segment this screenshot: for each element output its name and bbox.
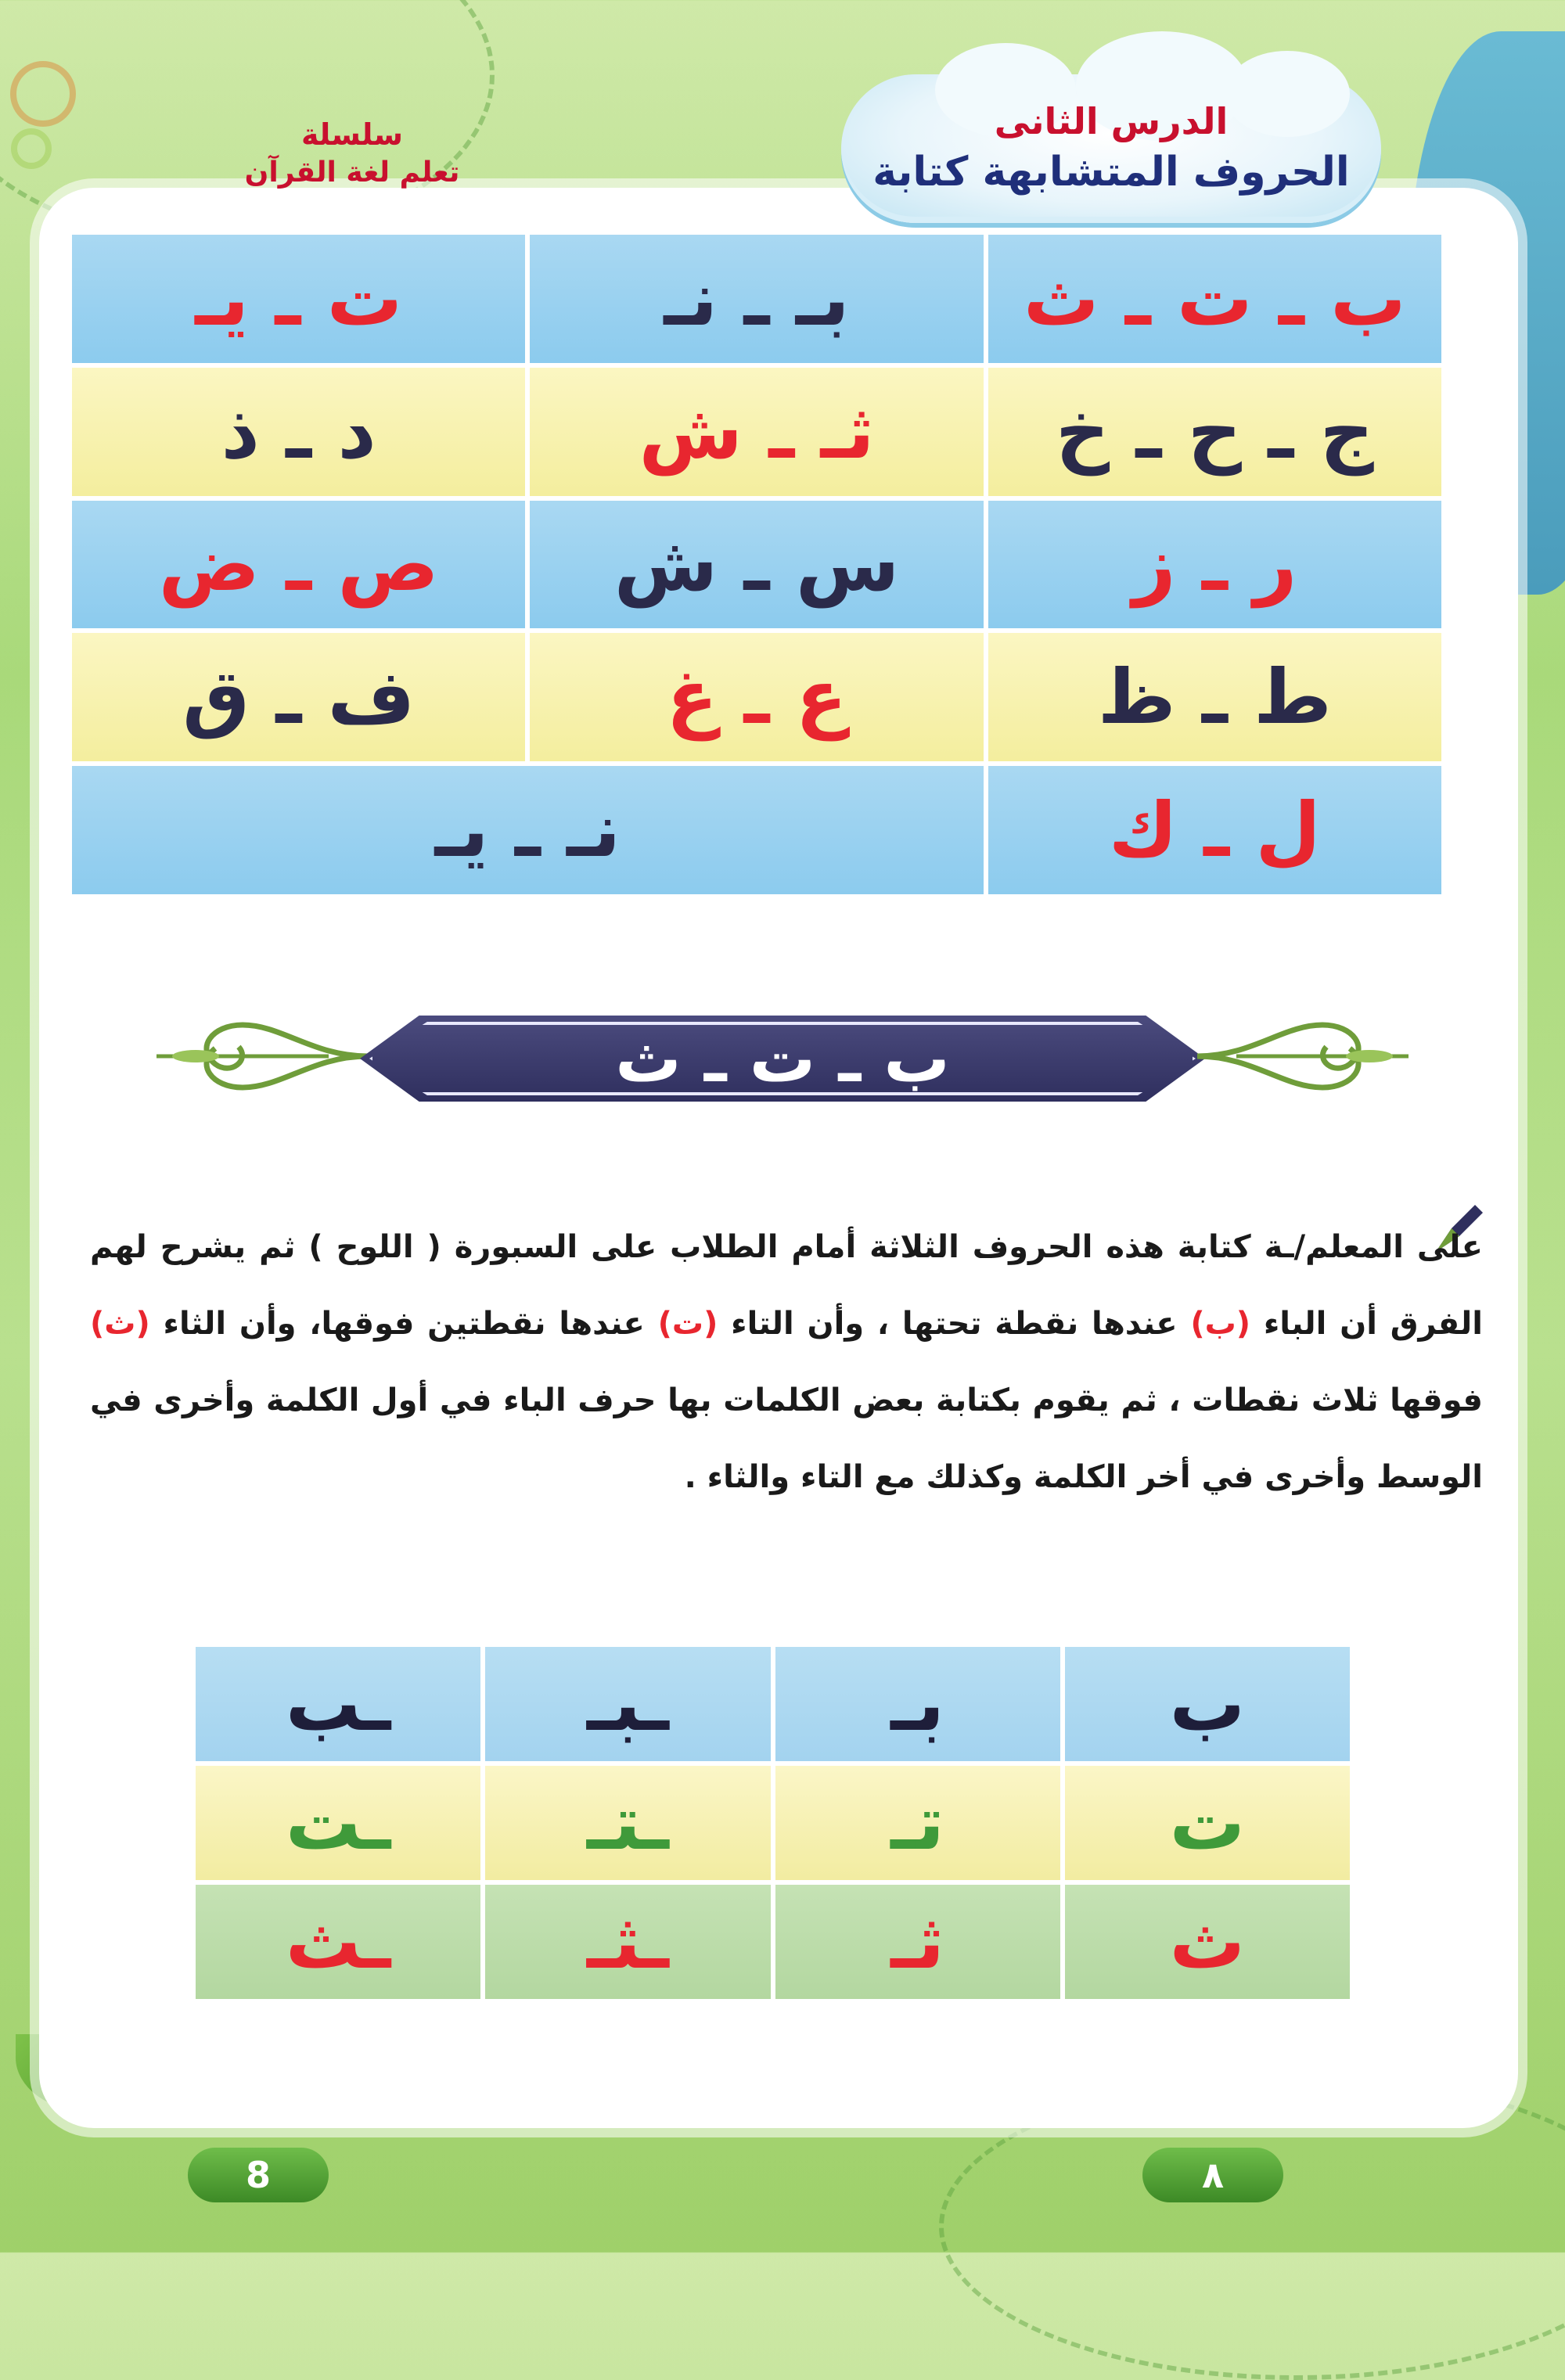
similar-letters-table bbox=[72, 235, 1441, 894]
table-cell: تـ bbox=[775, 1766, 1060, 1880]
table-cell: ت ـ يـ bbox=[72, 235, 525, 363]
page-number-arabic: ٨ bbox=[1142, 2148, 1283, 2202]
series-subtitle: تعلم لغة القرآن bbox=[244, 156, 460, 189]
table-cell: بـ ـ نـ bbox=[530, 235, 983, 363]
corner-letters-decoration bbox=[0, 47, 86, 180]
table-cell: ع ـ غ bbox=[530, 633, 983, 761]
section-banner bbox=[141, 978, 1424, 1134]
flourish-left-icon bbox=[141, 978, 376, 1134]
lesson-subtitle: الحروف المتشابهة كتابة bbox=[872, 149, 1350, 196]
table-cell: س ـ ش bbox=[530, 501, 983, 629]
flourish-right-icon bbox=[1189, 978, 1424, 1134]
table-cell: ثـ ـ ش bbox=[530, 368, 983, 496]
table-cell: ت bbox=[1065, 1766, 1350, 1880]
table-cell: ـث bbox=[196, 1885, 480, 1999]
letter-ta-highlight: (ت) bbox=[657, 1306, 718, 1342]
banner-title: ب ـ ت ـ ث bbox=[615, 1020, 950, 1097]
table-cell: ـبـ bbox=[485, 1647, 770, 1761]
letter-forms-table bbox=[196, 1647, 1350, 1999]
page-number-latin: 8 bbox=[188, 2148, 329, 2202]
table-cell: ب bbox=[1065, 1647, 1350, 1761]
table-cell: نـ ـ يـ bbox=[72, 766, 984, 894]
letter-tha-highlight: (ث) bbox=[90, 1306, 150, 1342]
table-cell: ـثـ bbox=[485, 1885, 770, 1999]
table-cell: ـت bbox=[196, 1766, 480, 1880]
table-cell: ر ـ ز bbox=[988, 501, 1441, 629]
table-cell: ص ـ ض bbox=[72, 501, 525, 629]
table-cell: ـب bbox=[196, 1647, 480, 1761]
table-cell: د ـ ذ bbox=[72, 368, 525, 496]
table-cell: ثـ bbox=[775, 1885, 1060, 1999]
table-cell: ـتـ bbox=[485, 1766, 770, 1880]
series-name: سلسلة bbox=[300, 117, 404, 152]
table-cell: ب ـ ت ـ ث bbox=[988, 235, 1441, 363]
table-cell: ط ـ ظ bbox=[988, 633, 1441, 761]
letter-ba-highlight: (ب) bbox=[1190, 1306, 1251, 1342]
table-cell: ج ـ ح ـ خ bbox=[988, 368, 1441, 496]
lesson-title: الدرس الثانى bbox=[994, 100, 1229, 142]
table-cell: ل ـ ك bbox=[988, 766, 1441, 894]
table-cell: ث bbox=[1065, 1885, 1350, 1999]
table-cell: ف ـ ق bbox=[72, 633, 525, 761]
instruction-paragraph: على المعلم/ـة كتابة هذه الحروف الثلاثة أمام الطلاب على السبورة ( اللوح ) ثم يشرح لهم الفرق أن الباء (ب) عندها نقطة تحتها ، وأن التاء (ت) عندها نقطتين فوقها، وأن الثاء (ث) فوقها ثلاث نقطات ، ثم يقوم بكتابة بعض الكلمات بها حرف الباء في أول الكلمة وأخرى في الوسط وأخرى في أخر الكلمة وكذلك مع التاء والثاء . bbox=[90, 1229, 1483, 1495]
table-cell: بـ bbox=[775, 1647, 1060, 1761]
